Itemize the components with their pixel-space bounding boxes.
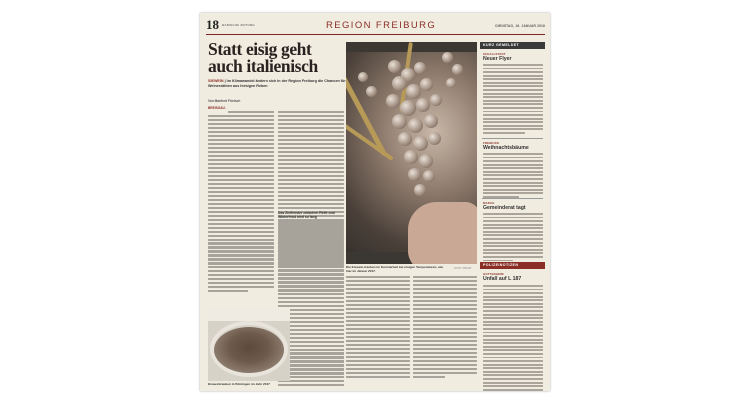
page-number: 18 bbox=[206, 17, 219, 32]
headline-line-2: auch italienisch bbox=[208, 56, 318, 76]
small-photo-bowl bbox=[208, 309, 290, 381]
sidebar-item-location: SCHALLSTADT bbox=[483, 52, 506, 56]
police-item-location: GOTTENHEIM bbox=[483, 272, 504, 276]
section-title: REGION FREIBURG bbox=[326, 20, 437, 31]
headline-line-1: Statt eisig geht bbox=[208, 39, 312, 59]
issue-date: DIENSTAG, 16. JANUAR 2018 bbox=[495, 24, 545, 28]
edition-label: BADISCHE ZEITUNG bbox=[222, 23, 255, 27]
text-column-3 bbox=[346, 276, 410, 378]
sidebar-item-body bbox=[483, 153, 543, 198]
article-subhead: Das Zielfenster zwischen Reife und Winterfrost wird so lang bbox=[278, 211, 335, 219]
police-item-body bbox=[483, 285, 543, 391]
sidebar-item-location: FREIBURG bbox=[483, 141, 500, 145]
article-deck: SIEWEIN | Im Klimawandel ändern sich in der Region Freiburg die Chancen für Weinerzähten aus hiesigen Reben bbox=[208, 79, 346, 88]
newspaper-page bbox=[200, 13, 550, 391]
police-item-title: Unfall auf L 187 bbox=[483, 276, 522, 282]
byline: Von Manfred Frietsch bbox=[208, 99, 241, 103]
sidebar-item-title: Gemeinderat tagt bbox=[483, 205, 526, 211]
sidebar-item-body bbox=[483, 64, 543, 134]
masthead bbox=[206, 17, 545, 35]
text-column-2c bbox=[296, 309, 344, 367]
lead-dateline: BREISGAU. bbox=[208, 106, 226, 110]
sidebar-item-body bbox=[483, 213, 543, 261]
main-photo-grapes bbox=[346, 42, 477, 264]
sidebar-item-title: Neuer Flyer bbox=[483, 56, 512, 62]
text-column-1 bbox=[208, 111, 274, 292]
main-photo-caption: Die Eiswein-trauben im Kunstarbeit bei einigen Temperaturen, wie hier im Januar 2017. bbox=[346, 265, 444, 273]
sidebar-header: KURZ GEMELDET bbox=[480, 42, 545, 49]
deck-kicker: SIEWEIN bbox=[208, 79, 224, 83]
sidebar bbox=[480, 42, 545, 387]
small-photo-caption: Eisweintrauben in Bötzingen im Jahr 2017 bbox=[208, 382, 270, 386]
police-notes-header: POLIZEINOTIZEN bbox=[480, 262, 545, 269]
deck-text: Im Klimawandel ändern sich in der Region Freiburg die Chancen für Weinerzähten aus hiesigen Reben bbox=[208, 79, 346, 88]
photo-credit: FOTO: PRIVAT bbox=[454, 267, 472, 270]
article-headline bbox=[208, 41, 346, 75]
text-column-4 bbox=[413, 276, 477, 378]
sidebar-item-location: MARCH bbox=[483, 201, 495, 205]
sidebar-item-title: Weihnachtsbäume bbox=[483, 145, 529, 151]
